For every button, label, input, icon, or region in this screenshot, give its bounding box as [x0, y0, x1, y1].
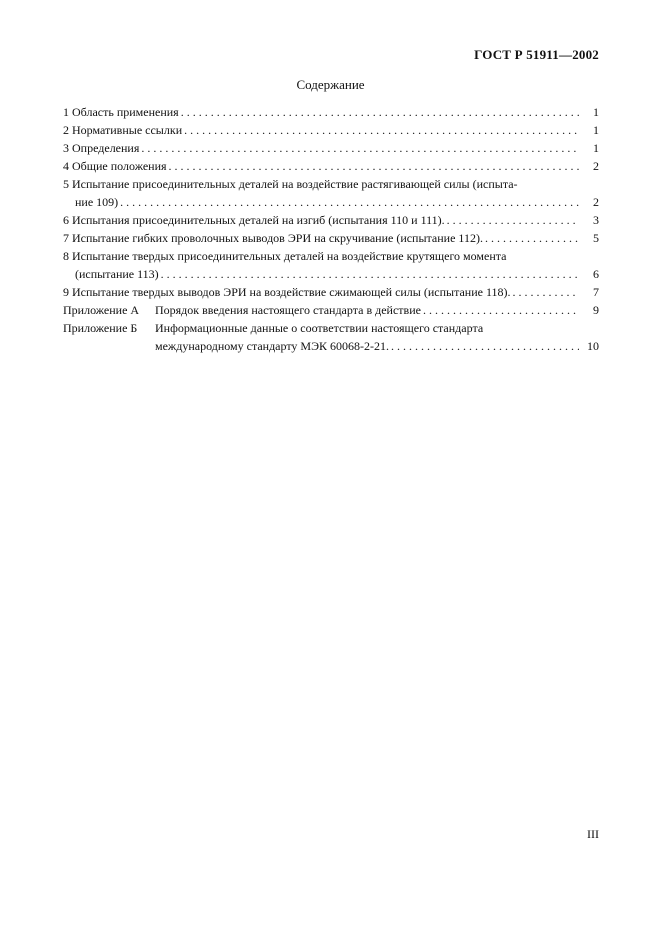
appendix-title: Информационные данные о соответствии настоящего стандарта	[155, 321, 484, 335]
dot-leader	[485, 229, 579, 247]
toc-entry-text: 4 Общие положения	[63, 159, 167, 173]
appendix-label: Приложение А	[63, 303, 140, 317]
toc-entry-2[interactable]	[63, 121, 599, 139]
toc-entry-4[interactable]	[63, 157, 599, 175]
toc-entry-5[interactable]	[63, 175, 599, 211]
toc-appendix-b[interactable]	[63, 319, 599, 355]
toc-page-number: 10	[587, 339, 599, 353]
appendix-label: Приложение Б	[63, 321, 138, 335]
toc-page-number: 1	[593, 141, 599, 155]
toc-page-number: 9	[593, 303, 599, 317]
table-of-contents	[63, 103, 599, 355]
appendix-title: Порядок введения настоящего стандарта в действие	[155, 303, 421, 317]
toc-entry-text: 5 Испытание присоединительных деталей на воздействие растягивающей силы (испыта-	[63, 177, 518, 191]
dot-leader	[181, 103, 579, 121]
dot-leader	[391, 337, 579, 355]
toc-page-number: 2	[593, 159, 599, 173]
dot-leader	[447, 211, 579, 229]
dot-leader	[513, 283, 579, 301]
toc-entry-text: 1 Область применения	[63, 105, 179, 119]
appendix-title-continuation: международному стандарту МЭК 60068-2-21.	[155, 339, 390, 353]
toc-entry-text: 8 Испытание твердых присоединительных деталей на воздействие крутящего момента	[63, 249, 507, 263]
toc-entry-8[interactable]	[63, 247, 599, 283]
dot-leader	[423, 301, 579, 319]
toc-appendix-a[interactable]	[63, 301, 599, 319]
toc-entry-text: 6 Испытания присоединительных деталей на изгиб (испытания 110 и 111).	[63, 213, 445, 227]
toc-entry-1[interactable]	[63, 103, 599, 121]
toc-entry-9[interactable]	[63, 283, 599, 301]
page-number: III	[587, 827, 599, 841]
dot-leader	[169, 157, 579, 175]
toc-entry-text: 3 Определения	[63, 141, 140, 155]
toc-entry-text: 9 Испытание твердых выводов ЭРИ на воздействие сжимающей силы (испытание 118).	[63, 285, 511, 299]
toc-page-number: 5	[593, 231, 599, 245]
toc-page-number: 6	[593, 267, 599, 281]
toc-entry-7[interactable]	[63, 229, 599, 247]
toc-page-number: 1	[593, 123, 599, 137]
dot-leader	[120, 193, 579, 211]
document-code: ГОСТ Р 51911—2002	[474, 47, 599, 62]
toc-page-number: 1	[593, 105, 599, 119]
dot-leader	[161, 265, 579, 283]
toc-page-number: 3	[593, 213, 599, 227]
toc-page-number: 7	[593, 285, 599, 299]
toc-entry-text-continuation: ние 109)	[75, 195, 119, 209]
toc-page-number: 2	[593, 195, 599, 209]
toc-title: Содержание	[296, 77, 365, 92]
dot-leader	[184, 121, 579, 139]
toc-entry-text-continuation: (испытание 113)	[75, 267, 159, 281]
toc-entry-6[interactable]	[63, 211, 599, 229]
toc-entry-text: 7 Испытание гибких проволочных выводов ЭРИ на скручивание (испытание 112).	[63, 231, 483, 245]
dot-leader	[141, 139, 579, 157]
toc-entry-text: 2 Нормативные ссылки	[63, 123, 183, 137]
toc-entry-3[interactable]	[63, 139, 599, 157]
